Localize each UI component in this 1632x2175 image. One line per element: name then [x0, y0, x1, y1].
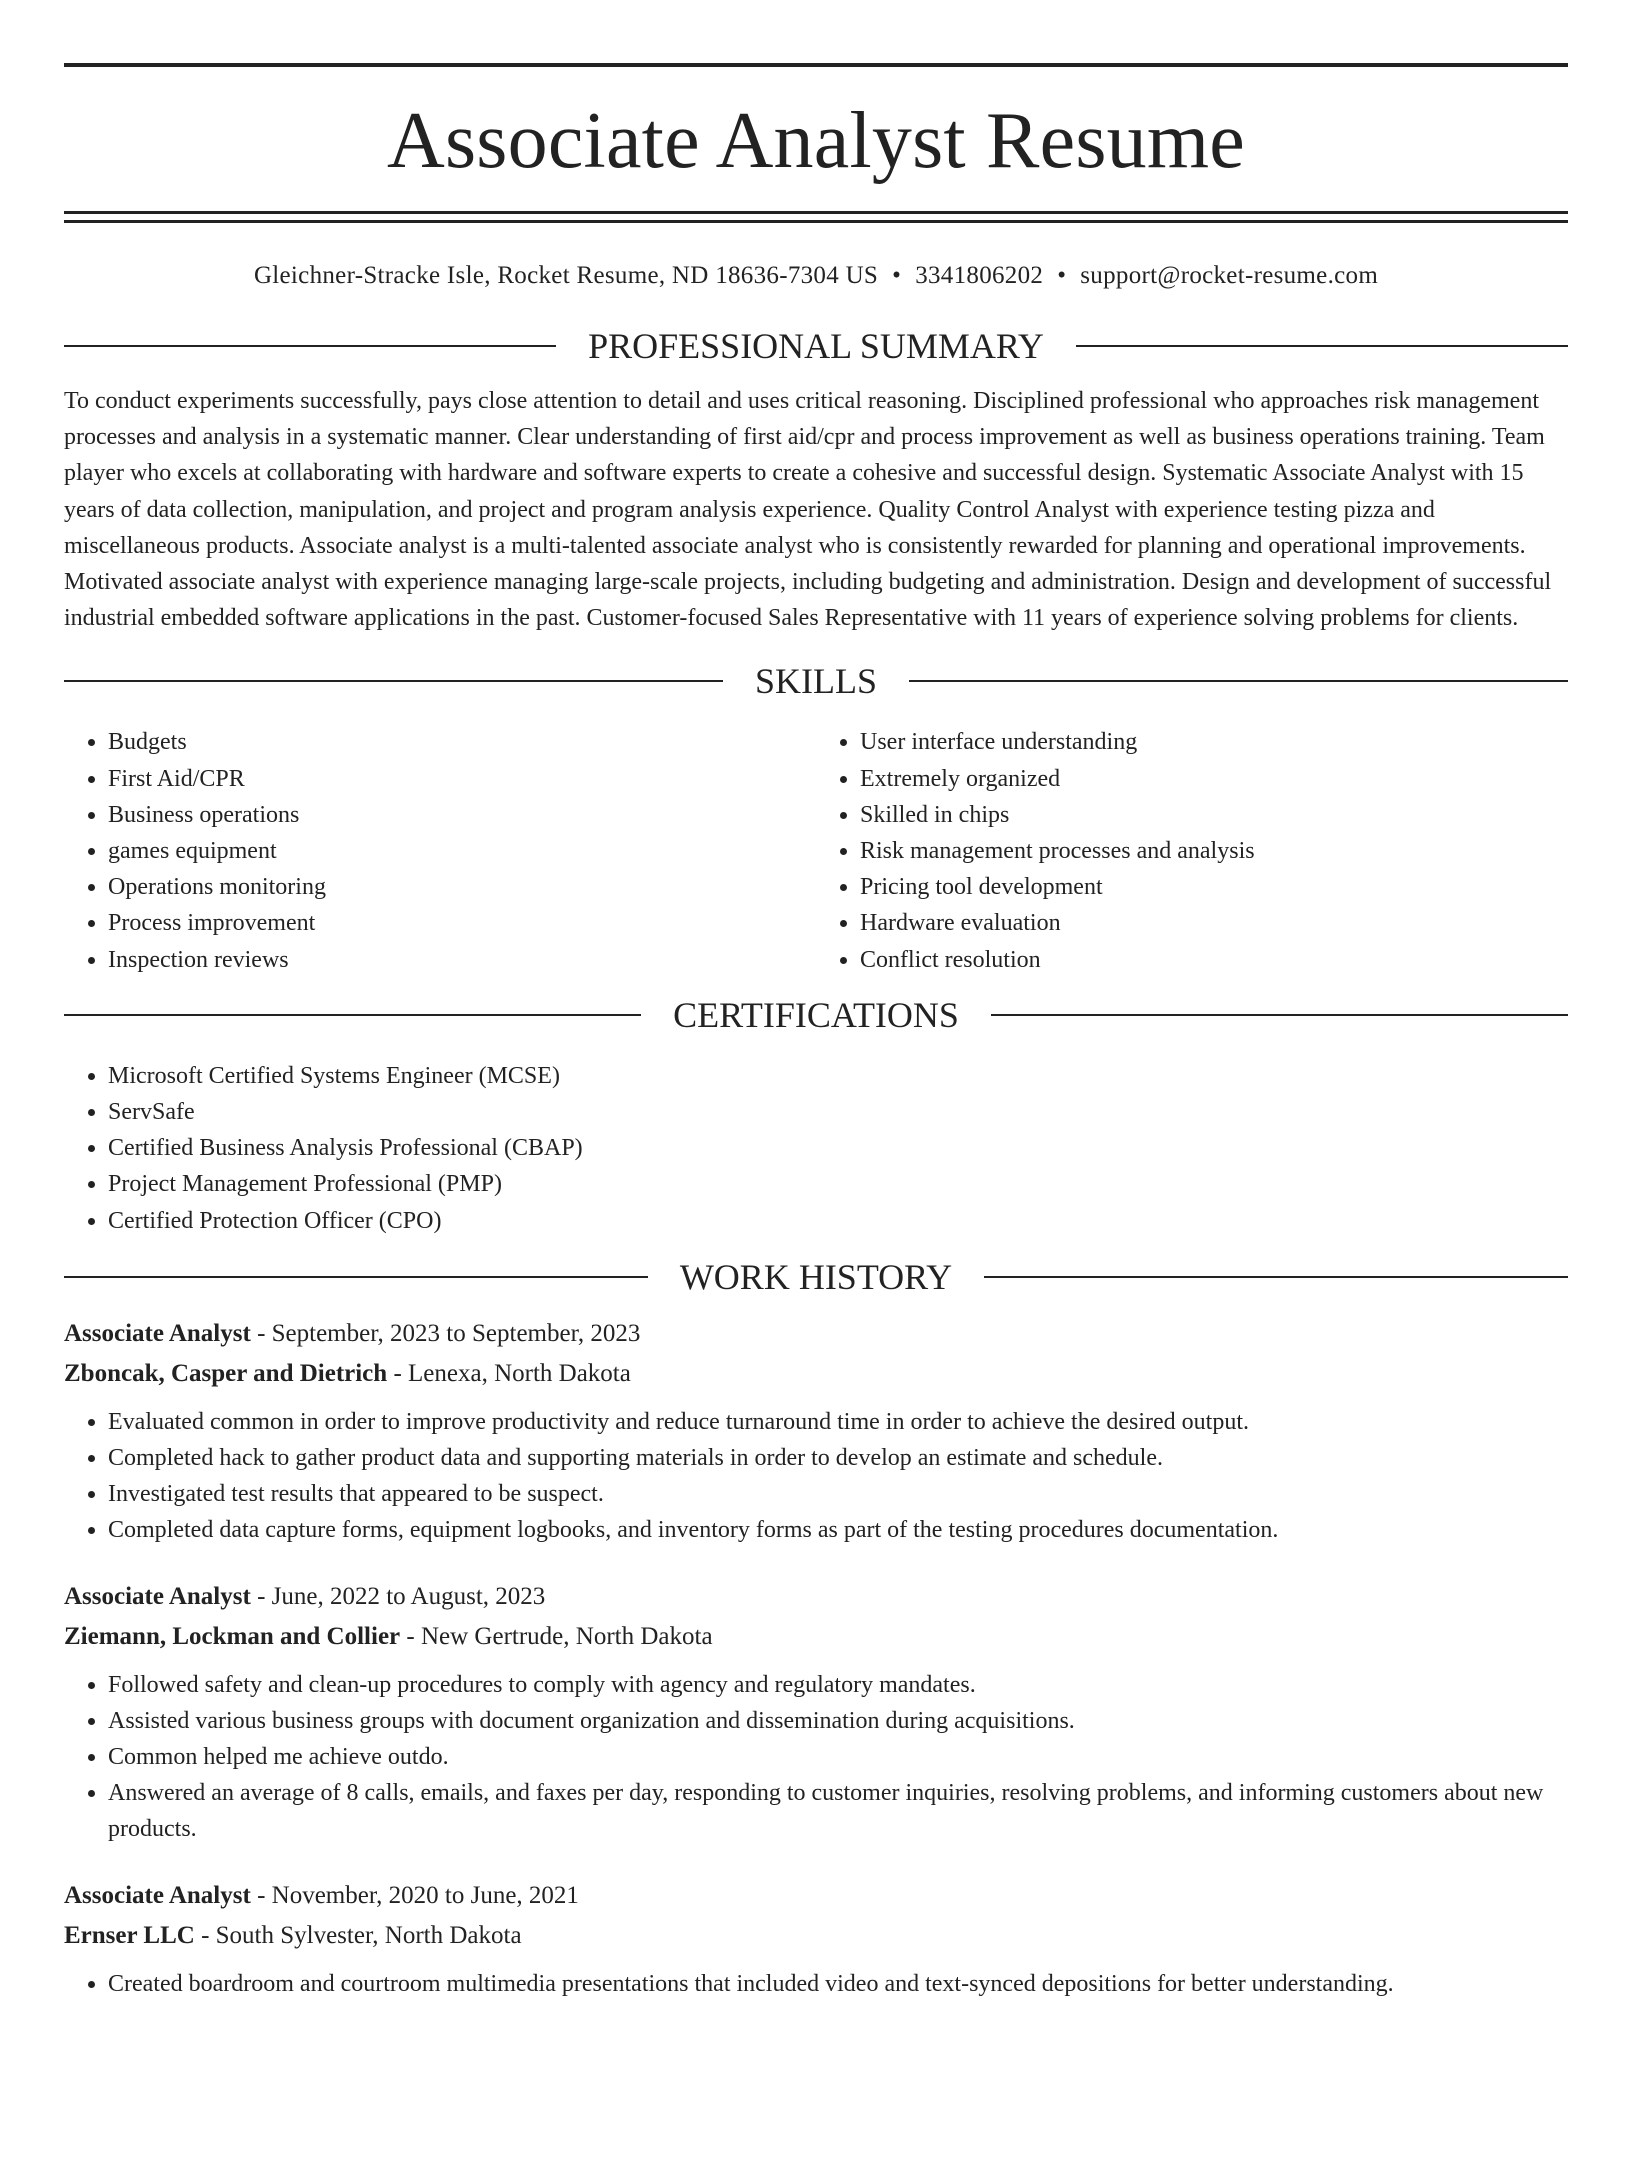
skill-item: • Business operations	[108, 797, 816, 833]
job-company-line	[64, 1354, 1568, 1394]
skill-item: • Conflict resolution	[860, 942, 1568, 978]
job-bullet: • Completed data capture forms, equipment logbooks, and inventory forms as part of the testing procedures documentation.	[108, 1512, 1568, 1548]
contact-separator: •	[892, 262, 902, 289]
skills-column-right	[816, 724, 1568, 977]
job-bullet: • Completed hack to gather product data and supporting materials in order to develop an estimate and schedule.	[108, 1440, 1568, 1476]
top-rule	[64, 63, 1568, 67]
summary-text: To conduct experiments successfully, pays close attention to detail and uses critical reasoning. Disciplined professional who approaches risk management processes and analysis in a systematic manner. Clear understanding of first aid/cpr and process improvement as well as business operations training. Team player who excels at collaborating with hardware and software experts to create a cohesive and successful design. Systematic Associate Analyst with 15 years of data collection, manipulation, and project and program analysis experience. Quality Control Analyst with experience testing pizza and miscellaneous products. Associate analyst is a multi-talented associate analyst who is consistently rewarded for planning and operational improvements. Motivated associate analyst with experience managing large-scale projects, including budgeting and administration. Design and development of successful industrial embedded software applications in the past. Customer-focused Sales Representative with 11 years of experience solving problems for clients.	[64, 388, 1552, 632]
job-bullets	[64, 1667, 1568, 1848]
job-location: - Lenexa, North Dakota	[387, 1359, 631, 1387]
job-bullet: • Common helped me achieve outdo.	[108, 1739, 1568, 1775]
heading-rule	[64, 1014, 641, 1016]
job-entry	[64, 1314, 1568, 1549]
section-heading-skills	[64, 659, 1568, 703]
skill-item: • games equipment	[108, 833, 816, 869]
skill-item: • Inspection reviews	[108, 942, 816, 978]
heading-rule	[984, 1276, 1568, 1278]
contact-line	[64, 261, 1568, 291]
skills-list	[64, 724, 1568, 977]
job-bullet: • Answered an average of 8 calls, emails, and faxes per day, responding to customer inquiries, resolving problems, and informing customers about new products.	[108, 1775, 1568, 1847]
heading-rule	[64, 1276, 648, 1278]
skill-item: • Skilled in chips	[860, 797, 1568, 833]
section-heading-summary	[64, 324, 1568, 368]
skill-item: • Pricing tool development	[860, 869, 1568, 905]
certifications-list	[64, 1058, 1568, 1239]
job-company: Ernser LLC	[64, 1921, 195, 1949]
title-double-rule	[64, 211, 1568, 223]
job-bullet: • Followed safety and clean-up procedures to comply with agency and regulatory mandates.	[108, 1667, 1568, 1703]
job-company-line	[64, 1916, 1568, 1956]
contact-phone: 3341806202	[915, 262, 1044, 289]
job-company-line	[64, 1617, 1568, 1657]
page-title: Associate Analyst Resume	[386, 97, 1245, 185]
job-title-line	[64, 1314, 1568, 1354]
resume-page	[0, 63, 1632, 2175]
skill-item: • First Aid/CPR	[108, 761, 816, 797]
skill-item: • Operations monitoring	[108, 869, 816, 905]
job-bullet: • Assisted various business groups with document organization and dissemination during acquisitions.	[108, 1703, 1568, 1739]
contact-email: support@rocket-resume.com	[1080, 262, 1379, 289]
job-company: Ziemann, Lockman and Collier	[64, 1622, 401, 1650]
job-bullet: • Created boardroom and courtroom multimedia presentations that included video and text-synced depositions for better understanding.	[108, 1966, 1568, 2002]
contact-address: Gleichner-Stracke Isle, Rocket Resume, ND 18636-7304 US	[253, 262, 879, 289]
section-title: SKILLS	[755, 661, 878, 702]
job-entry	[64, 1876, 1568, 2002]
heading-rule	[64, 345, 556, 347]
skill-item: • Extremely organized	[860, 761, 1568, 797]
job-company: Zboncak, Casper and Dietrich	[64, 1359, 388, 1387]
job-bullets	[64, 1966, 1568, 2002]
skill-item: • Process improvement	[108, 905, 816, 941]
section-title: PROFESSIONAL SUMMARY	[588, 326, 1044, 366]
skills-column-left	[64, 724, 816, 977]
job-dates: - June, 2022 to August, 2023	[250, 1582, 546, 1610]
job-title: Associate Analyst	[64, 1881, 251, 1909]
job-location: - New Gertrude, North Dakota	[400, 1622, 713, 1650]
skill-item: • Hardware evaluation	[860, 905, 1568, 941]
section-title: CERTIFICATIONS	[673, 994, 959, 1035]
section-title: WORK HISTORY	[679, 1256, 953, 1297]
skill-item: • Risk management processes and analysis	[860, 833, 1568, 869]
job-entry	[64, 1577, 1568, 1848]
job-location: - South Sylvester, North Dakota	[194, 1921, 522, 1949]
certification-item: • Certified Protection Officer (CPO)	[108, 1203, 1568, 1239]
job-bullet: • Evaluated common in order to improve productivity and reduce turnaround time in order to achieve the desired output.	[108, 1404, 1568, 1440]
certification-item: • ServSafe	[108, 1094, 1568, 1130]
job-bullets	[64, 1404, 1568, 1549]
job-title: Associate Analyst	[64, 1319, 251, 1347]
job-title-line	[64, 1577, 1568, 1617]
contact-separator: •	[1057, 262, 1067, 289]
heading-rule	[909, 680, 1568, 682]
job-dates: - November, 2020 to June, 2021	[250, 1881, 579, 1909]
heading-rule	[64, 680, 723, 682]
section-heading-work-history	[64, 1255, 1568, 1299]
certification-item: • Certified Business Analysis Professional (CBAP)	[108, 1130, 1568, 1166]
skill-item: • Budgets	[108, 724, 816, 760]
job-title-line	[64, 1876, 1568, 1916]
job-bullet: • Investigated test results that appeared to be suspect.	[108, 1476, 1568, 1512]
certification-item: • Project Management Professional (PMP)	[108, 1166, 1568, 1202]
certification-item: • Microsoft Certified Systems Engineer (MCSE)	[108, 1058, 1568, 1094]
job-title: Associate Analyst	[64, 1582, 251, 1610]
heading-rule	[1076, 345, 1568, 347]
job-dates: - September, 2023 to September, 2023	[250, 1319, 641, 1347]
heading-rule	[991, 1014, 1568, 1016]
section-heading-certifications	[64, 993, 1568, 1037]
skill-item: • User interface understanding	[860, 724, 1568, 760]
